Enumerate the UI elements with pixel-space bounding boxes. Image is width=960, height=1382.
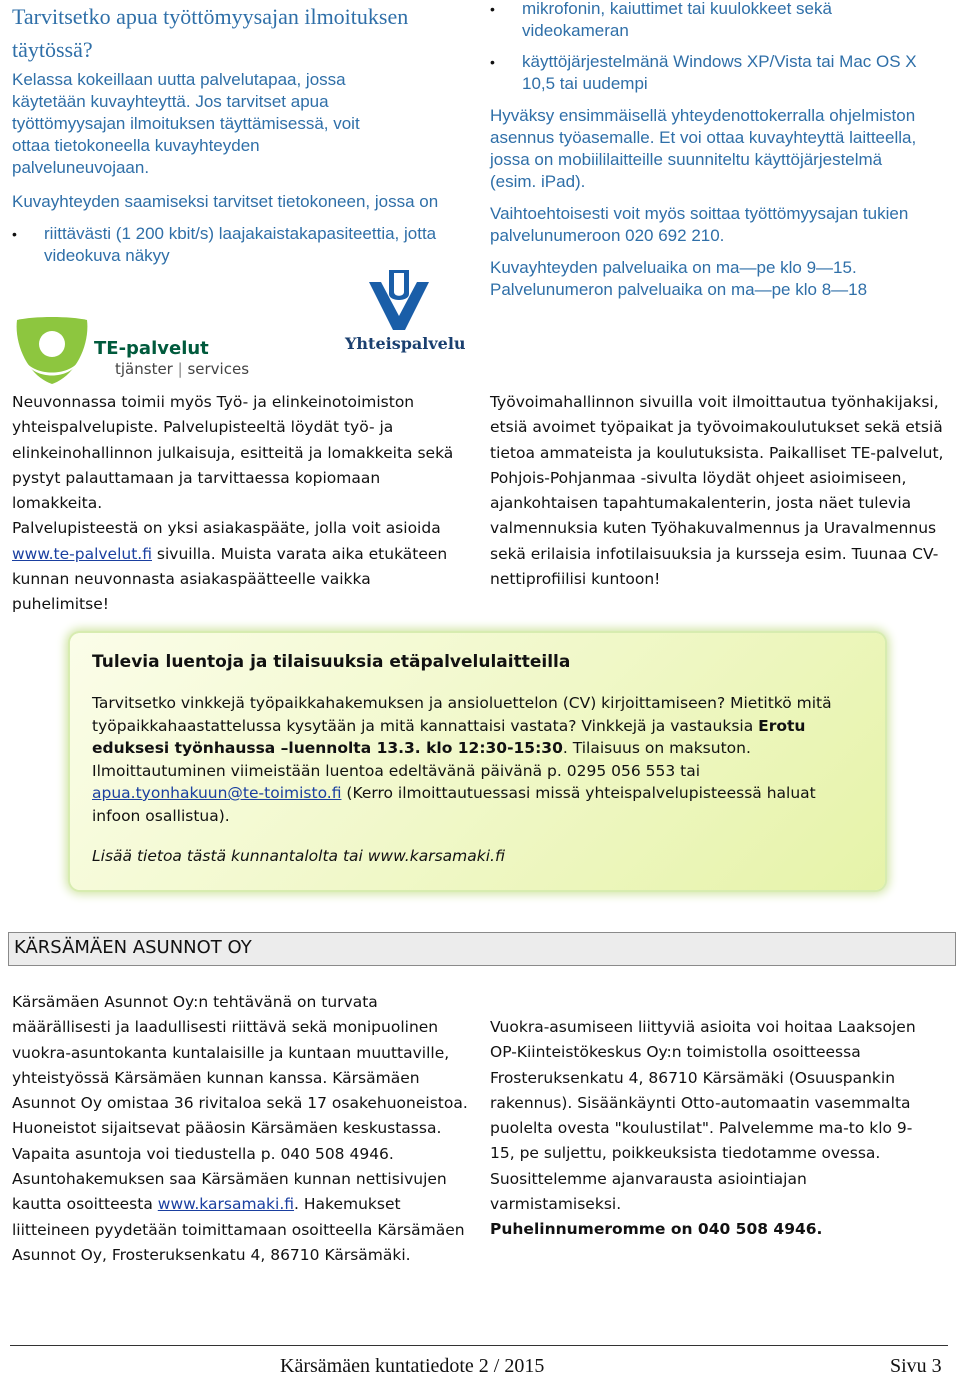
te-logo-main-text: TE-palvelut xyxy=(94,338,209,359)
callout-email-link[interactable]: apua.tyonhakuun@te-toimisto.fi xyxy=(92,784,342,802)
list-item xyxy=(490,0,930,42)
housing-text-1: Kärsämäen Asunnot Oy:n tehtävänä on turvata määrällisesti ja laadullisesti riittävä sekä monipuolinen vuokra-asuntokanta kuntalaisille ja kuntaan muuttaville, yhteistyössä Kärsämäen kunnan kanssa. Kärsämäen Asunnot Oy omistaa 36 rivitaloa sekä 17 osakehuoneistoa. Huoneistot sijaitsevat pääosin Kärsämäen keskustassa. Vapaita asuntoja voi tiedustella p. 040 508 4946. Asuntohakemuksen saa Kärsämäen kunnan nettisivujen kautta osoitteesta xyxy=(12,993,468,1214)
callout-text-3: (Kerro ilmoittautuessasi missä yhteispalvelupisteessä haluat infoon osallistua). xyxy=(92,784,816,825)
right-bottom-column xyxy=(490,1015,920,1243)
yhteispalvelu-text: Yhteispalvelu xyxy=(345,334,466,353)
list-item-text: mikrofonin, kaiuttimet tai kuulokkeet sekä videokameran xyxy=(522,0,832,40)
callout-more-info: Lisää tietoa tästä kunnantalolta tai www.karsamaki.fi xyxy=(92,847,505,865)
te-logo-sub-2: services xyxy=(187,360,250,378)
te-logo-mark-icon xyxy=(12,314,92,386)
list-item xyxy=(490,51,930,95)
service-hours-phone: Palvelunumeron palveluaika on ma—pe klo 8—18 xyxy=(490,280,868,299)
footer-divider xyxy=(10,1345,948,1346)
lectures-callout-content xyxy=(92,649,862,867)
section-header-bar xyxy=(8,932,956,966)
list-item-text: riittävästi (1 200 kbit/s) laajakaistakapasiteettia, jotta videokuva näkyy xyxy=(44,224,437,265)
list-item xyxy=(12,223,472,267)
requirements-list-cont xyxy=(490,0,930,95)
te-logo-sub-1: tjänster xyxy=(115,360,173,378)
phone-paragraph: Vaihtoehtoisesti voit myös soittaa työttömyysajan tukien palvelunumeroon 020 692 210. xyxy=(490,204,909,245)
left-top-column xyxy=(12,0,472,275)
terminal-text-2: sivuilla. Muista varata aika etukäteen kunnan neuvonnasta asiakaspäätteelle vaikka puhelimitse! xyxy=(12,544,448,614)
intro-paragraph: Kelassa kokeillaan uutta palvelutapaa, jossa käytetään kuvayhteyttä. Jos tarvitset apua työttömyysajan ilmoituksen täyttämisessä, voit ottaa tietokoneella kuvayhteyden palveluneuvojaan. xyxy=(12,70,360,177)
right-top-column xyxy=(490,0,930,301)
requirements-intro: Kuvayhteyden saamiseksi tarvitset tietokoneen, jossa on xyxy=(12,192,439,211)
requirements-list xyxy=(12,223,472,267)
te-palvelut-link[interactable]: www.te-palvelut.fi xyxy=(12,544,152,563)
install-paragraph: Hyväksy ensimmäisellä yhteydenottokerralla ohjelmiston asennus työasemalle. Et voi ottaa kuvayhteyttä laitteella, jossa on mobiililaitteille suunniteltu käyttöjärjestelmä (esim. iPad). xyxy=(490,106,917,191)
yhteispalvelu-mark-icon xyxy=(367,268,431,332)
rental-office-paragraph: Vuokra-asumiseen liittyviä asioita voi hoitaa Laaksojen OP-Kiinteistökeskus Oy:n toimistolla osoitteessa Frosteruksenkatu 4, 86710 Kärsämäki (Osuuspankin rakennus). Sisäänkäynti Otto-automaatin vasemmalta puolelta ovesta "koulustilat". Palvelemme ma-to klo 9-15, pe suljettu, poikkeuksista tiedotamme ovessa. Suosittelemme ajanvarausta asiointiajan varmistamiseksi. xyxy=(490,1018,916,1214)
karsamaki-link[interactable]: www.karsamaki.fi xyxy=(157,1195,295,1214)
right-middle-column xyxy=(490,390,945,592)
left-middle-column xyxy=(12,390,467,618)
left-bottom-column xyxy=(12,990,470,1268)
callout-title: Tulevia luentoja ja tilaisuuksia etäpalvelulaitteilla xyxy=(92,652,571,672)
terminal-text-1: Palvelupisteestä on yksi asiakaspääte, jolla voit asioida xyxy=(12,519,441,538)
callout-text-2: . Tilaisuus on maksuton. Ilmoittautuminen viimeistään luentoa edeltävänä päivänä p. 0295 056 553 tai xyxy=(92,739,751,780)
service-hours-video: Kuvayhteyden palveluaika on ma—pe klo 9—15. xyxy=(490,258,857,277)
te-logo-sub-text: tjänster | services xyxy=(115,360,250,378)
callout-lecture-name: Erotu eduksesi työnhaussa –luennolta 13.3. klo 12:30-15:30 xyxy=(92,716,806,757)
labour-admin-paragraph: Työvoimahallinnon sivuilla voit ilmoittautua työnhakijaksi, etsiä avoimet työpaikat ja työvoimakoulutukset sekä etsiä tietoa ammateista ja koulutuksista. Paikalliset TE-palvelut, Pohjois-Pohjanmaa -sivulta löydät ohjeet asioimiseen, ajankohtaisen tapahtumakalenterin, josta näet tulevia valmennuksia kuten Työhakuvalmennus ja Uravalmennus sekä erilaisia infotilaisuuksia ja kursseja esim. Tuunaa CV-nettiprofiilisi kuntoon! xyxy=(490,393,944,589)
service-point-paragraph: Neuvonnassa toimii myös Työ- ja elinkeinotoimiston yhteispalvelupiste. Palvelupisteeltä löydät työ- ja elinkeinohallinnon julkaisuja, esitteitä ja lomakkeita sekä pystyt palauttamaan ja tarvittaessa kopiomaan lomakkeita. xyxy=(12,393,454,513)
footer-publication: Kärsämäen kuntatiedote 2 / 2015 xyxy=(280,1355,545,1377)
callout-text-1: Tarvitsetko vinkkejä työpaikkahakemuksen ja ansioluettelon (CV) kirjoittamiseen? Mietitkö mitä työpaikkahaastattelussa kysytään ja mitä kannattaisi vastata? Vinkkejä ja vastauksia xyxy=(92,694,832,735)
article-heading: Tarvitsetko apua työttömyysajan ilmoituksen täytössä? xyxy=(12,4,409,62)
housing-company-paragraph xyxy=(12,990,470,1268)
section-title: KÄRSÄMÄEN ASUNNOT OY xyxy=(14,937,252,958)
yhteispalvelu-logo xyxy=(345,268,466,358)
housing-text-2: . Hakemukset liitteineen pyydetään toimittamaan osoitteella Kärsämäen Asunnot Oy, Frosteruksenkatu 4, 86710 Kärsämäki. xyxy=(12,1195,465,1264)
te-palvelut-logo xyxy=(12,314,272,386)
footer-page-number: Sivu 3 xyxy=(890,1355,942,1377)
rental-phone-number: Puhelinnumeromme on 040 508 4946. xyxy=(490,1220,823,1239)
callout-body xyxy=(92,692,862,827)
list-item-text: käyttöjärjestelmänä Windows XP/Vista tai Mac OS X 10,5 tai uudempi xyxy=(522,52,917,93)
terminal-paragraph xyxy=(12,516,467,617)
